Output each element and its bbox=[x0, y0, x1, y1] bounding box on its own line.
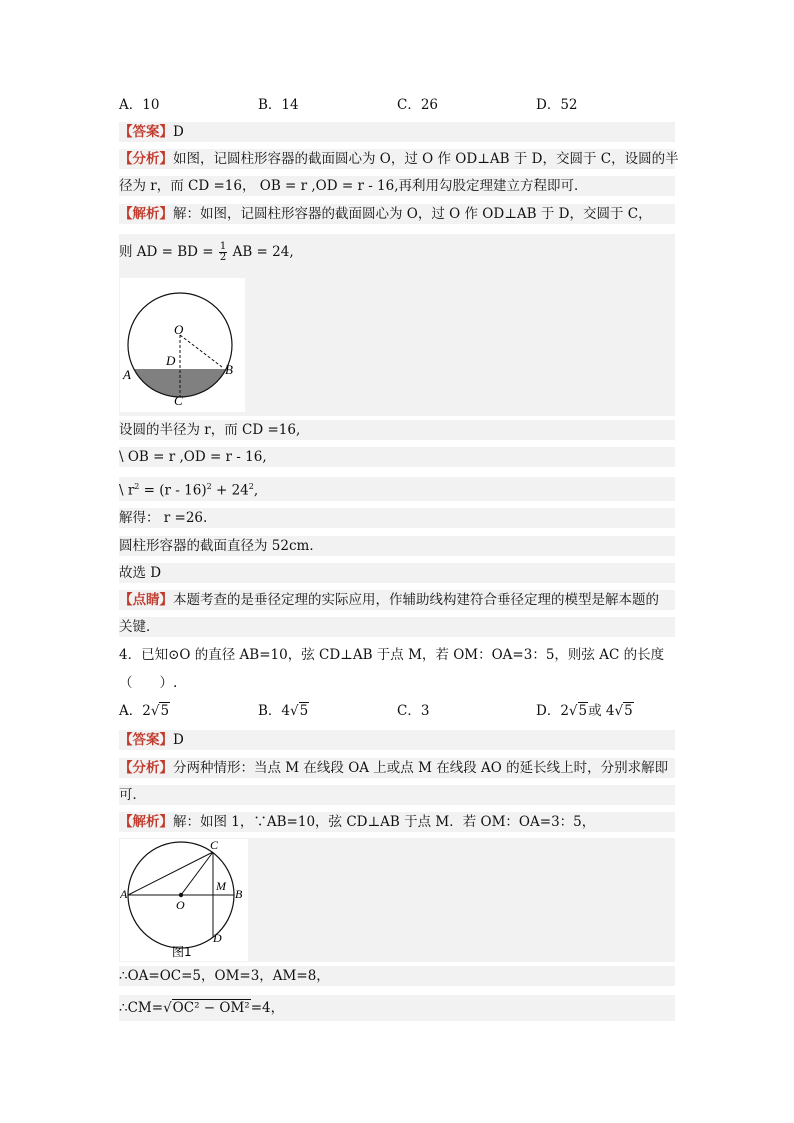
option-prefix: B．4 bbox=[258, 703, 291, 719]
radicand: 5 bbox=[624, 703, 633, 719]
analysis-tag: 【分析】 bbox=[119, 151, 173, 167]
radicand: OC² − OM² bbox=[172, 1000, 250, 1016]
step3-part: \ r bbox=[119, 482, 135, 499]
q4-option-c: C．3 bbox=[397, 703, 430, 719]
step2-part: ∴CM= bbox=[119, 1000, 164, 1016]
step3-part: , bbox=[253, 482, 259, 499]
option-prefix: D．2 bbox=[536, 703, 569, 719]
q3-option-b: B．14 bbox=[258, 97, 299, 113]
q3-analysis-line-2: 径为 r，而 CD =16， OB = r ,OD = r - 16,再利用勾股定理建立方程即可． bbox=[119, 176, 675, 196]
q4-option-a: A．2√5 bbox=[119, 703, 170, 719]
q3-circle-figure bbox=[120, 278, 245, 412]
label-a: A bbox=[123, 367, 131, 382]
analysis-tag: 【分析】 bbox=[119, 760, 173, 776]
q3-step-2: \ OB = r ,OD = r - 16, bbox=[119, 447, 675, 467]
label-o: O bbox=[176, 898, 185, 912]
q4-answer bbox=[119, 730, 675, 750]
label-m: M bbox=[216, 879, 226, 893]
q4-option-d: D．2√5或 4√5 bbox=[536, 703, 633, 719]
label-c: C bbox=[210, 839, 219, 852]
solution-tag: 【解析】 bbox=[119, 814, 173, 830]
q3-step-5: 圆柱形容器的截面直径为 52cm． bbox=[119, 536, 675, 556]
radicand: 5 bbox=[160, 703, 170, 719]
equation-suffix: AB = 24, bbox=[232, 244, 294, 260]
q3-comment-line-1 bbox=[119, 590, 675, 610]
analysis-text: 如图，记圆柱形容器的截面圆心为 O，过 O 作 OD⊥AB 于 D，交圆于 C，设圆的半 bbox=[173, 151, 679, 167]
radicand: 5 bbox=[578, 703, 588, 719]
center-point bbox=[179, 893, 183, 897]
solution-text: 解：如图，记圆柱形容器的截面圆心为 O，过 O 作 OD⊥AB 于 D，交圆于 C， bbox=[173, 206, 652, 222]
analysis-text: 分两种情形：当点 M 在线段 OA 上或点 M 在线段 AO 的延长线上时，分别求解即 bbox=[173, 760, 669, 776]
label-b: B bbox=[225, 362, 233, 377]
label-b: B bbox=[235, 887, 243, 901]
q3-step-4: 解得： r =26. bbox=[119, 508, 675, 528]
q3-solution-line-2 bbox=[119, 234, 675, 270]
solution-text: 解：如图 1，∵AB=10，弦 CD⊥AB 于点 M．若 OM：OA=3：5， bbox=[173, 814, 596, 830]
q3-answer bbox=[119, 122, 675, 142]
q4-analysis-line-2: 可． bbox=[119, 785, 675, 805]
answer-tag: 【答案】 bbox=[119, 732, 173, 748]
exponent: 2 bbox=[134, 482, 140, 491]
answer-value: D bbox=[173, 124, 184, 140]
q4-step-1: ∴OA=OC=5，OM=3，AM=8， bbox=[119, 966, 675, 986]
exponent: 2 bbox=[248, 482, 254, 491]
comment-tag: 【点睛】 bbox=[119, 592, 173, 608]
q3-option-a: A．10 bbox=[119, 97, 160, 113]
step3-part: = (r - 16) bbox=[139, 482, 207, 499]
q4-circle-figure bbox=[120, 839, 248, 961]
option-connector: 或 4 bbox=[588, 703, 615, 719]
label-d: D bbox=[166, 353, 176, 368]
q3-solution-line-1 bbox=[119, 204, 675, 224]
equation-prefix: 则 AD = BD = bbox=[119, 244, 214, 260]
label-c: C bbox=[174, 393, 183, 408]
option-prefix: A．2 bbox=[119, 703, 151, 719]
q3-step-3 bbox=[119, 477, 675, 501]
fraction-numerator: 1 bbox=[219, 241, 227, 252]
q4-stem-line-2: （ ）. bbox=[119, 675, 178, 691]
q4-stem-line-1: 4．已知⊙O 的直径 AB=10，弦 CD⊥AB 于点 M，若 OM：OA=3：5，则弦 AC 的长度 bbox=[119, 647, 665, 663]
q4-option-b: B．4√5 bbox=[258, 703, 309, 719]
answer-value: D bbox=[173, 732, 184, 748]
q3-step-1: 设圆的半径为 r，而 CD =16, bbox=[119, 420, 675, 440]
q3-comment-line-2: 关键． bbox=[119, 617, 675, 637]
radicand: 5 bbox=[299, 703, 309, 719]
q3-option-d: D．52 bbox=[536, 97, 578, 113]
q3-step-6: 故选 D bbox=[119, 563, 675, 583]
solution-tag: 【解析】 bbox=[119, 206, 173, 222]
exponent: 2 bbox=[206, 482, 212, 491]
q4-solution-line-1 bbox=[119, 812, 675, 832]
comment-text: 本题考查的是垂径定理的实际应用，作辅助线构建符合垂径定理的模型是解本题的 bbox=[173, 592, 659, 608]
label-d: D bbox=[213, 931, 222, 945]
q3-option-c: C．26 bbox=[397, 97, 439, 113]
step3-part: + 24 bbox=[211, 482, 249, 499]
fraction-denominator: 2 bbox=[219, 252, 227, 263]
label-o: O bbox=[174, 322, 184, 337]
step2-part: =4， bbox=[250, 1000, 285, 1016]
answer-tag: 【答案】 bbox=[119, 124, 173, 140]
q3-analysis-line-1 bbox=[119, 149, 679, 169]
q4-analysis-line-1 bbox=[119, 758, 675, 778]
figure-caption: 图1 bbox=[172, 945, 192, 959]
fraction bbox=[219, 242, 227, 263]
q4-step-2: ∴CM=√OC² − OM²=4， bbox=[119, 995, 675, 1021]
label-a: A bbox=[120, 887, 128, 901]
